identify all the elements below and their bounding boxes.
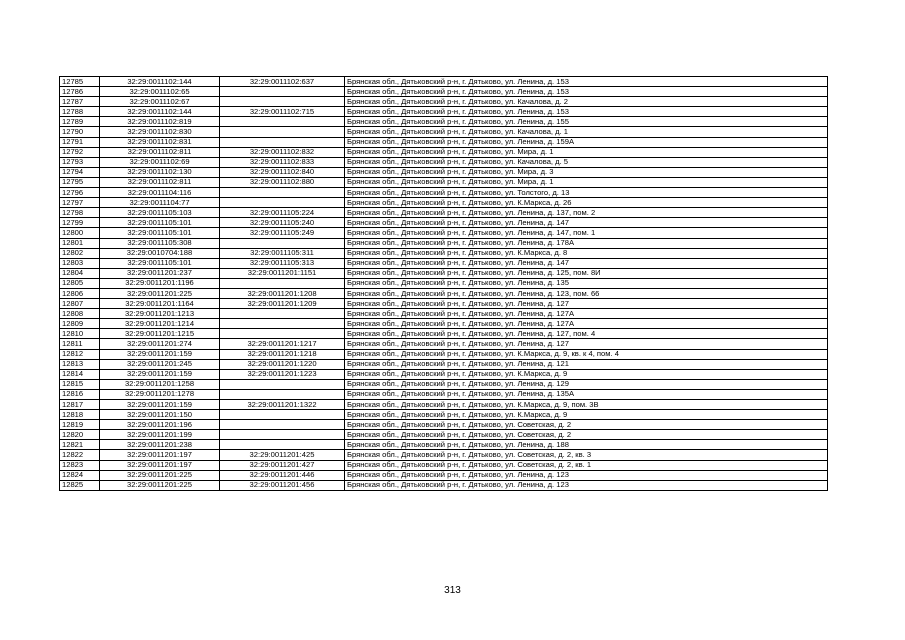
premises-cadastral-number-cell [220, 278, 345, 288]
row-number-cell: 12804 [60, 268, 100, 278]
table-row [60, 309, 828, 319]
premises-cadastral-number-cell [220, 430, 345, 440]
table-row [60, 369, 828, 379]
premises-cadastral-number-cell [220, 440, 345, 450]
row-number-cell: 12821 [60, 440, 100, 450]
cadastral-number-cell: 32:29:0011105:101 [100, 218, 220, 228]
row-number-cell: 12807 [60, 299, 100, 309]
premises-cadastral-number-cell [220, 329, 345, 339]
row-number-cell: 12799 [60, 218, 100, 228]
premises-cadastral-number-cell [220, 117, 345, 127]
address-cell: Брянская обл., Дятьковский р-н, г. Дятьково, ул. Ленина, д. 123, пом. 66 [345, 288, 828, 298]
address-cell: Брянская обл., Дятьковский р-н, г. Дятьково, ул. Советская, д. 2, кв. 3 [345, 450, 828, 460]
premises-cadastral-number-cell: 32:29:0011201:1223 [220, 369, 345, 379]
table-row [60, 430, 828, 440]
cadastral-number-cell: 32:29:0011102:811 [100, 147, 220, 157]
table-row [60, 480, 828, 490]
cadastral-number-cell: 32:29:0011201:1215 [100, 329, 220, 339]
page-number: 313 [444, 585, 461, 596]
address-cell: Брянская обл., Дятьковский р-н, г. Дятьково, ул. Ленина, д. 129 [345, 379, 828, 389]
row-number-cell: 12824 [60, 470, 100, 480]
address-cell: Брянская обл., Дятьковский р-н, г. Дятьково, ул. К.Маркса, д. 9 [345, 410, 828, 420]
premises-cadastral-number-cell [220, 309, 345, 319]
cadastral-number-cell: 32:29:0011201:225 [100, 480, 220, 490]
cadastral-number-cell: 32:29:0011102:811 [100, 177, 220, 187]
table-row [60, 299, 828, 309]
premises-cadastral-number-cell: 32:29:0011201:1217 [220, 339, 345, 349]
premises-cadastral-number-cell: 32:29:0011102:833 [220, 157, 345, 167]
row-number-cell: 12805 [60, 278, 100, 288]
cadastral-number-cell: 32:29:0011201:225 [100, 470, 220, 480]
cadastral-number-cell: 32:29:0011201:238 [100, 440, 220, 450]
premises-cadastral-number-cell: 32:29:0011201:1151 [220, 268, 345, 278]
premises-cadastral-number-cell [220, 410, 345, 420]
row-number-cell: 12794 [60, 167, 100, 177]
table-row [60, 319, 828, 329]
premises-cadastral-number-cell [220, 198, 345, 208]
premises-cadastral-number-cell: 32:29:0011105:311 [220, 248, 345, 258]
cadastral-number-cell: 32:29:0011105:101 [100, 228, 220, 238]
table-row [60, 77, 828, 87]
address-cell: Брянская обл., Дятьковский р-н, г. Дятьково, ул. К.Маркса, д. 9, пом. 3В [345, 400, 828, 410]
row-number-cell: 12815 [60, 379, 100, 389]
row-number-cell: 12798 [60, 208, 100, 218]
address-cell: Брянская обл., Дятьковский р-н, г. Дятьково, ул. Ленина, д. 153 [345, 77, 828, 87]
premises-cadastral-number-cell: 32:29:0011105:249 [220, 228, 345, 238]
row-number-cell: 12819 [60, 420, 100, 430]
premises-cadastral-number-cell: 32:29:0011102:715 [220, 107, 345, 117]
premises-cadastral-number-cell [220, 238, 345, 248]
address-cell: Брянская обл., Дятьковский р-н, г. Дятьково, ул. Ленина, д. 153 [345, 107, 828, 117]
premises-cadastral-number-cell [220, 188, 345, 198]
address-cell: Брянская обл., Дятьковский р-н, г. Дятьково, ул. Ленина, д. 121 [345, 359, 828, 369]
row-number-cell: 12813 [60, 359, 100, 369]
row-number-cell: 12801 [60, 238, 100, 248]
row-number-cell: 12787 [60, 97, 100, 107]
registry-table-body [60, 77, 828, 491]
address-cell: Брянская обл., Дятьковский р-н, г. Дятьково, ул. Ленина, д. 127 [345, 299, 828, 309]
cadastral-number-cell: 32:29:0011102:144 [100, 77, 220, 87]
cadastral-number-cell: 32:29:0011201:197 [100, 460, 220, 470]
row-number-cell: 12789 [60, 117, 100, 127]
table-row [60, 87, 828, 97]
premises-cadastral-number-cell: 32:29:0011201:446 [220, 470, 345, 480]
address-cell: Брянская обл., Дятьковский р-н, г. Дятьково, ул. Советская, д. 2 [345, 420, 828, 430]
row-number-cell: 12814 [60, 369, 100, 379]
premises-cadastral-number-cell: 32:29:0011102:832 [220, 147, 345, 157]
address-cell: Брянская обл., Дятьковский р-н, г. Дятьково, ул. Советская, д. 2 [345, 430, 828, 440]
cadastral-number-cell: 32:29:0011201:150 [100, 410, 220, 420]
premises-cadastral-number-cell: 32:29:0011201:1209 [220, 299, 345, 309]
table-row [60, 440, 828, 450]
table-row [60, 157, 828, 167]
address-cell: Брянская обл., Дятьковский р-н, г. Дятьково, ул. Ленина, д. 147 [345, 258, 828, 268]
table-row [60, 359, 828, 369]
table-row [60, 107, 828, 117]
address-cell: Брянская обл., Дятьковский р-н, г. Дятьково, ул. Ленина, д. 135А [345, 389, 828, 399]
address-cell: Брянская обл., Дятьковский р-н, г. Дятьково, ул. Ленина, д. 178А [345, 238, 828, 248]
premises-cadastral-number-cell [220, 87, 345, 97]
premises-cadastral-number-cell: 32:29:0011102:880 [220, 177, 345, 187]
address-cell: Брянская обл., Дятьковский р-н, г. Дятьково, ул. Ленина, д. 155 [345, 117, 828, 127]
row-number-cell: 12788 [60, 107, 100, 117]
cadastral-number-cell: 32:29:0011102:830 [100, 127, 220, 137]
row-number-cell: 12806 [60, 288, 100, 298]
row-number-cell: 12803 [60, 258, 100, 268]
address-cell: Брянская обл., Дятьковский р-н, г. Дятьково, ул. Ленина, д. 125, пом. 8И [345, 268, 828, 278]
premises-cadastral-number-cell [220, 127, 345, 137]
address-cell: Брянская обл., Дятьковский р-н, г. Дятьково, ул. Ленина, д. 159А [345, 137, 828, 147]
cadastral-number-cell: 32:29:0011102:67 [100, 97, 220, 107]
table-row [60, 248, 828, 258]
cadastral-number-cell: 32:29:0011201:1214 [100, 319, 220, 329]
table-row [60, 470, 828, 480]
cadastral-number-cell: 32:29:0011201:1258 [100, 379, 220, 389]
premises-cadastral-number-cell: 32:29:0011105:240 [220, 218, 345, 228]
table-row [60, 167, 828, 177]
row-number-cell: 12808 [60, 309, 100, 319]
row-number-cell: 12825 [60, 480, 100, 490]
table-row [60, 127, 828, 137]
table-row [60, 238, 828, 248]
table-row [60, 329, 828, 339]
table-row [60, 137, 828, 147]
registry-table [59, 76, 828, 491]
row-number-cell: 12823 [60, 460, 100, 470]
cadastral-number-cell: 32:29:0011102:819 [100, 117, 220, 127]
cadastral-number-cell: 32:29:0011201:245 [100, 359, 220, 369]
table-row [60, 339, 828, 349]
cadastral-number-cell: 32:29:0011201:196 [100, 420, 220, 430]
premises-cadastral-number-cell: 32:29:0011105:224 [220, 208, 345, 218]
row-number-cell: 12802 [60, 248, 100, 258]
cadastral-number-cell: 32:29:0011105:308 [100, 238, 220, 248]
cadastral-number-cell: 32:29:0011201:1213 [100, 309, 220, 319]
row-number-cell: 12785 [60, 77, 100, 87]
address-cell: Брянская обл., Дятьковский р-н, г. Дятьково, ул. Ленина, д. 127А [345, 309, 828, 319]
row-number-cell: 12793 [60, 157, 100, 167]
row-number-cell: 12822 [60, 450, 100, 460]
premises-cadastral-number-cell [220, 389, 345, 399]
table-row [60, 177, 828, 187]
address-cell: Брянская обл., Дятьковский р-н, г. Дятьково, ул. Ленина, д. 153 [345, 87, 828, 97]
address-cell: Брянская обл., Дятьковский р-н, г. Дятьково, ул. Советская, д. 2, кв. 1 [345, 460, 828, 470]
address-cell: Брянская обл., Дятьковский р-н, г. Дятьково, ул. Мира, д. 1 [345, 147, 828, 157]
table-row [60, 389, 828, 399]
row-number-cell: 12791 [60, 137, 100, 147]
premises-cadastral-number-cell: 32:29:0011201:427 [220, 460, 345, 470]
cadastral-number-cell: 32:29:0010704:188 [100, 248, 220, 258]
cadastral-number-cell: 32:29:0011201:197 [100, 450, 220, 460]
row-number-cell: 12811 [60, 339, 100, 349]
table-row [60, 288, 828, 298]
address-cell: Брянская обл., Дятьковский р-н, г. Дятьково, ул. Ленина, д. 188 [345, 440, 828, 450]
row-number-cell: 12800 [60, 228, 100, 238]
table-row [60, 400, 828, 410]
row-number-cell: 12820 [60, 430, 100, 440]
table-row [60, 188, 828, 198]
cadastral-number-cell: 32:29:0011102:65 [100, 87, 220, 97]
table-row [60, 379, 828, 389]
table-row [60, 198, 828, 208]
address-cell: Брянская обл., Дятьковский р-н, г. Дятьково, ул. Ленина, д. 147, пом. 1 [345, 228, 828, 238]
table-row [60, 208, 828, 218]
premises-cadastral-number-cell: 32:29:0011201:1218 [220, 349, 345, 359]
address-cell: Брянская обл., Дятьковский р-н, г. Дятьково, ул. Мира, д. 3 [345, 167, 828, 177]
address-cell: Брянская обл., Дятьковский р-н, г. Дятьково, ул. Ленина, д. 127, пом. 4 [345, 329, 828, 339]
premises-cadastral-number-cell [220, 97, 345, 107]
cadastral-number-cell: 32:29:0011102:144 [100, 107, 220, 117]
table-row [60, 218, 828, 228]
cadastral-number-cell: 32:29:0011201:159 [100, 369, 220, 379]
cadastral-number-cell: 32:29:0011201:159 [100, 349, 220, 359]
premises-cadastral-number-cell: 32:29:0011201:1220 [220, 359, 345, 369]
cadastral-number-cell: 32:29:0011201:237 [100, 268, 220, 278]
cadastral-number-cell: 32:29:0011104:77 [100, 198, 220, 208]
premises-cadastral-number-cell: 32:29:0011201:1322 [220, 400, 345, 410]
address-cell: Брянская обл., Дятьковский р-н, г. Дятьково, ул. Ленина, д. 137, пом. 2 [345, 208, 828, 218]
premises-cadastral-number-cell [220, 137, 345, 147]
table-row [60, 278, 828, 288]
table-row [60, 268, 828, 278]
cadastral-number-cell: 32:29:0011201:199 [100, 430, 220, 440]
row-number-cell: 12809 [60, 319, 100, 329]
address-cell: Брянская обл., Дятьковский р-н, г. Дятьково, ул. К.Маркса, д. 9, кв. к 4, пом. 4 [345, 349, 828, 359]
table-row [60, 147, 828, 157]
cadastral-number-cell: 32:29:0011105:103 [100, 208, 220, 218]
row-number-cell: 12817 [60, 400, 100, 410]
cadastral-number-cell: 32:29:0011201:274 [100, 339, 220, 349]
premises-cadastral-number-cell [220, 319, 345, 329]
table-row [60, 349, 828, 359]
table-row [60, 450, 828, 460]
row-number-cell: 12790 [60, 127, 100, 137]
address-cell: Брянская обл., Дятьковский р-н, г. Дятьково, ул. Ленина, д. 135 [345, 278, 828, 288]
address-cell: Брянская обл., Дятьковский р-н, г. Дятьково, ул. Мира, д. 1 [345, 177, 828, 187]
row-number-cell: 12795 [60, 177, 100, 187]
address-cell: Брянская обл., Дятьковский р-н, г. Дятьково, ул. Качалова, д. 2 [345, 97, 828, 107]
cadastral-number-cell: 32:29:0011104:116 [100, 188, 220, 198]
cadastral-number-cell: 32:29:0011201:159 [100, 400, 220, 410]
row-number-cell: 12818 [60, 410, 100, 420]
address-cell: Брянская обл., Дятьковский р-н, г. Дятьково, ул. Ленина, д. 123 [345, 470, 828, 480]
row-number-cell: 12797 [60, 198, 100, 208]
premises-cadastral-number-cell: 32:29:0011201:1208 [220, 288, 345, 298]
address-cell: Брянская обл., Дятьковский р-н, г. Дятьково, ул. Толстого, д. 13 [345, 188, 828, 198]
cadastral-number-cell: 32:29:0011102:69 [100, 157, 220, 167]
premises-cadastral-number-cell: 32:29:0011201:425 [220, 450, 345, 460]
table-row [60, 460, 828, 470]
row-number-cell: 12796 [60, 188, 100, 198]
address-cell: Брянская обл., Дятьковский р-н, г. Дятьково, ул. Ленина, д. 127 [345, 339, 828, 349]
premises-cadastral-number-cell [220, 420, 345, 430]
table-row [60, 117, 828, 127]
address-cell: Брянская обл., Дятьковский р-н, г. Дятьково, ул. Ленина, д. 123 [345, 480, 828, 490]
address-cell: Брянская обл., Дятьковский р-н, г. Дятьково, ул. К.Маркса, д. 8 [345, 248, 828, 258]
premises-cadastral-number-cell: 32:29:0011201:456 [220, 480, 345, 490]
address-cell: Брянская обл., Дятьковский р-н, г. Дятьково, ул. Качалова, д. 1 [345, 127, 828, 137]
address-cell: Брянская обл., Дятьковский р-н, г. Дятьково, ул. Ленина, д. 127А [345, 319, 828, 329]
row-number-cell: 12816 [60, 389, 100, 399]
address-cell: Брянская обл., Дятьковский р-н, г. Дятьково, ул. К.Маркса, д. 26 [345, 198, 828, 208]
address-cell: Брянская обл., Дятьковский р-н, г. Дятьково, ул. Ленина, д. 147 [345, 218, 828, 228]
table-row [60, 228, 828, 238]
table-row [60, 258, 828, 268]
premises-cadastral-number-cell: 32:29:0011102:637 [220, 77, 345, 87]
cadastral-number-cell: 32:29:0011105:101 [100, 258, 220, 268]
cadastral-number-cell: 32:29:0011201:1196 [100, 278, 220, 288]
cadastral-number-cell: 32:29:0011201:225 [100, 288, 220, 298]
premises-cadastral-number-cell: 32:29:0011105:313 [220, 258, 345, 268]
row-number-cell: 12786 [60, 87, 100, 97]
cadastral-number-cell: 32:29:0011201:1278 [100, 389, 220, 399]
row-number-cell: 12810 [60, 329, 100, 339]
cadastral-number-cell: 32:29:0011102:831 [100, 137, 220, 147]
address-cell: Брянская обл., Дятьковский р-н, г. Дятьково, ул. К.Маркса, д. 9 [345, 369, 828, 379]
document-page [59, 76, 827, 491]
table-row [60, 410, 828, 420]
address-cell: Брянская обл., Дятьковский р-н, г. Дятьково, ул. Качалова, д. 5 [345, 157, 828, 167]
cadastral-number-cell: 32:29:0011102:130 [100, 167, 220, 177]
premises-cadastral-number-cell: 32:29:0011102:840 [220, 167, 345, 177]
table-row [60, 420, 828, 430]
premises-cadastral-number-cell [220, 379, 345, 389]
cadastral-number-cell: 32:29:0011201:1164 [100, 299, 220, 309]
row-number-cell: 12812 [60, 349, 100, 359]
row-number-cell: 12792 [60, 147, 100, 157]
table-row [60, 97, 828, 107]
